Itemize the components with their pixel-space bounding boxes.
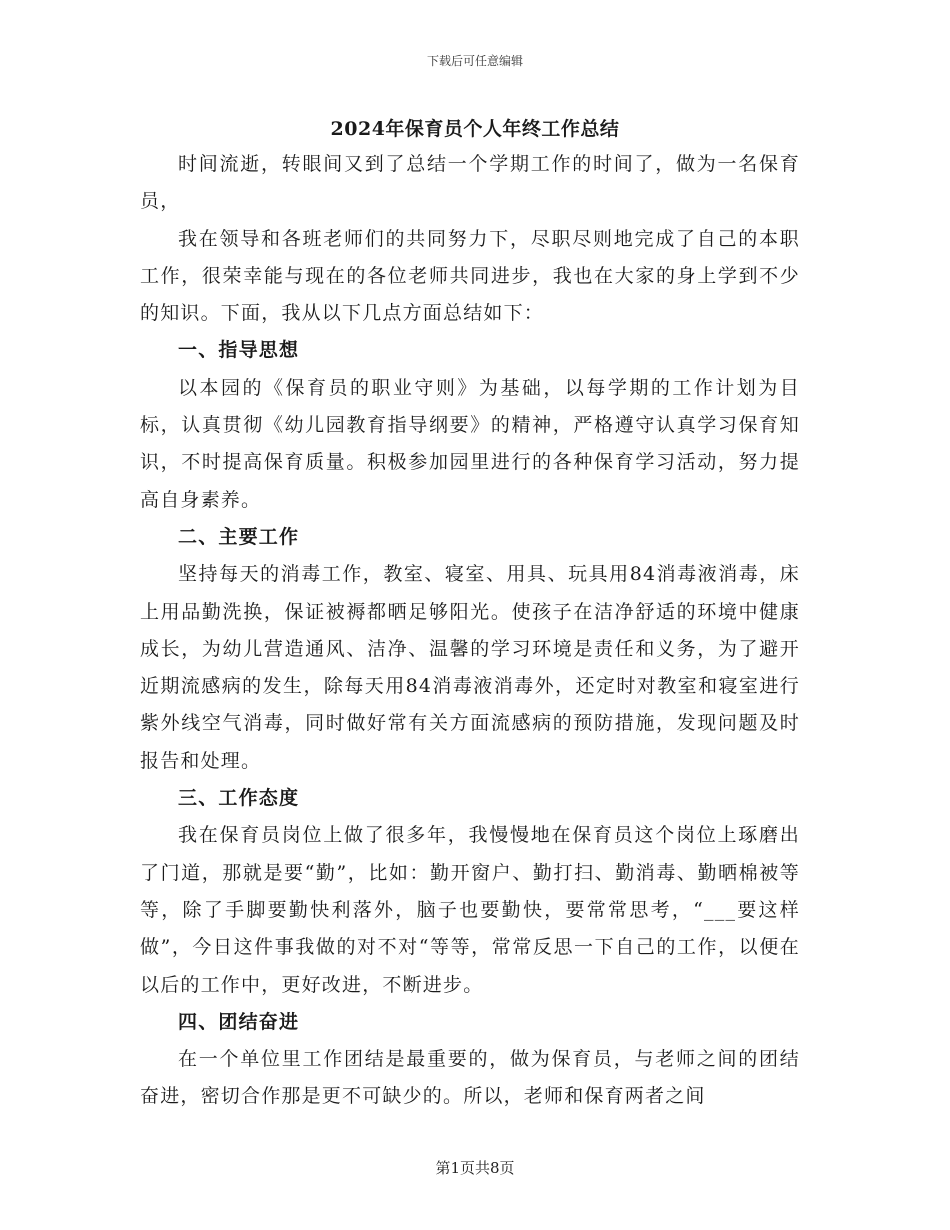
page-number-footer: 第1页共8页 [435,1159,515,1177]
paragraph-unity: 在一个单位里工作团结是最重要的，做为保育员，与老师之间的团结奋进，密切合作那是更不可缺少的。所以，老师和保育两者之间 [140,1048,800,1108]
paragraph-intro-2: 我在领导和各班老师们的共同努力下，尽职尽则地完成了自己的本职工作，很荣幸能与现在的各位老师共同进步，我也在大家的身上学到不少的知识。下面，我从以下几点方面总结如下： [140,227,800,325]
paragraph-intro-1: 时间流逝，转眼间又到了总结一个学期工作的时间了，做为一名保育员， [140,153,800,213]
section-heading-work-attitude: 三、工作态度 [178,787,300,810]
paragraph-main-work: 坚持每天的消毒工作，教室、寝室、用具、玩具用84消毒液消毒，床上用品勤洗换，保证被褥都晒足够阳光。使孩子在洁净舒适的环境中健康成长，为幼儿营造通风、洁净、温馨的学习环境是责任和义务，为了避开近期流感病的发生，除每天用84消毒液消毒外，还定时对教室和寝室进行紫外线空气消毒，同时做好常有关方面流感病的预防措施，发现问题及时报告和处理。 [140,563,800,772]
section-heading-guiding-thought: 一、指导思想 [178,339,300,362]
document-body [140,146,800,1116]
header-note: 下载后可任意编辑 [426,54,523,68]
section-heading-unity: 四、团结奋进 [178,1010,300,1033]
paragraph-guiding-thought: 以本园的《保育员的职业守则》为基础，以每学期的工作计划为目标，认真贯彻《幼儿园教育指导纲要》的精神，严格遵守认真学习保育知识，不时提高保育质量。积极参加园里进行的各种保育学习活动，努力提高自身素养。 [140,376,800,511]
document-title: 2024年保育员个人年终工作总结 [330,118,620,140]
section-heading-main-work: 二、主要工作 [178,525,300,548]
paragraph-work-attitude: 我在保育员岗位上做了很多年，我慢慢地在保育员这个岗位上琢磨出了门道，那就是要“勤”，比如：勤开窗户、勤打扫、勤消毒、勤晒棉被等等，除了手脚要勤快利落外，脑子也要勤快，要常常思考，“___要这样做”，今日这件事我做的对不对“等等，常常反思一下自己的工作，以便在以后的工作中，更好改进，不断进步。 [140,824,800,996]
